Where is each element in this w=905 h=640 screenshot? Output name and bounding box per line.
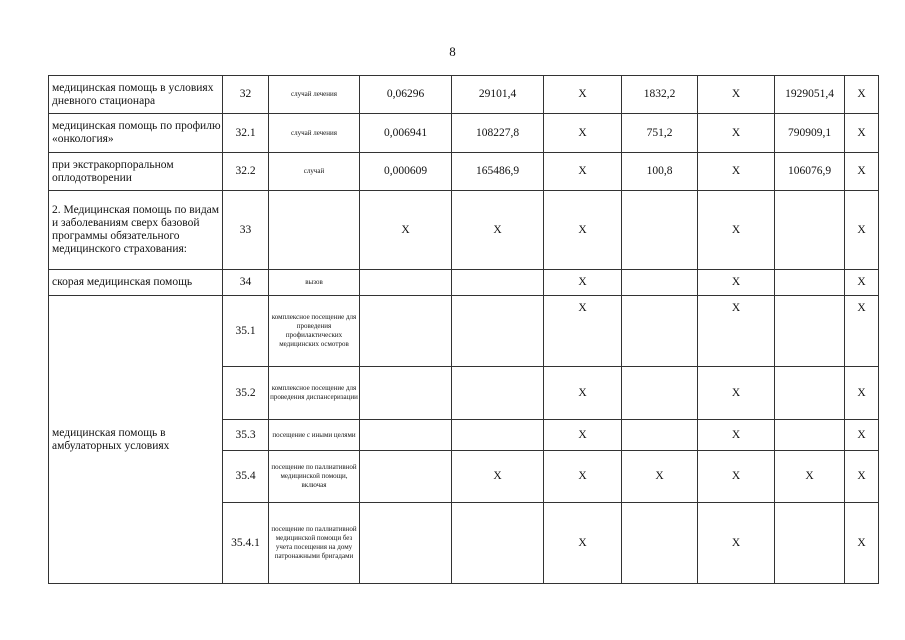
cell: Х bbox=[845, 191, 879, 270]
cell: Х bbox=[544, 114, 622, 153]
row-name: скорая медицинская помощь bbox=[49, 270, 223, 296]
cell: Х bbox=[544, 296, 622, 367]
row-code: 35.2 bbox=[223, 367, 269, 420]
cell: 751,2 bbox=[622, 114, 698, 153]
row-code: 35.1 bbox=[223, 296, 269, 367]
cell: 108227,8 bbox=[452, 114, 544, 153]
table-row bbox=[49, 153, 879, 191]
cell: Х bbox=[698, 153, 775, 191]
cell bbox=[622, 191, 698, 270]
cell: Х bbox=[544, 270, 622, 296]
cell: Х bbox=[544, 191, 622, 270]
cell bbox=[775, 296, 845, 367]
cell: 790909,1 bbox=[775, 114, 845, 153]
cell bbox=[452, 270, 544, 296]
cell: Х bbox=[698, 114, 775, 153]
row-unit: комплексное посещение для проведения диспансеризации bbox=[269, 367, 360, 420]
row-code: 35.4 bbox=[223, 451, 269, 503]
cell: Х bbox=[544, 420, 622, 451]
table-row bbox=[49, 191, 879, 270]
cell: Х bbox=[845, 270, 879, 296]
row-code: 33 bbox=[223, 191, 269, 270]
cell: 100,8 bbox=[622, 153, 698, 191]
row-name: медицинская помощь по профилю «онкология» bbox=[49, 114, 223, 153]
cell: Х bbox=[452, 191, 544, 270]
row-unit: случай bbox=[269, 153, 360, 191]
cell bbox=[622, 420, 698, 451]
table-row bbox=[49, 270, 879, 296]
row-code: 32 bbox=[223, 76, 269, 114]
cell: 165486,9 bbox=[452, 153, 544, 191]
row-code: 32.1 bbox=[223, 114, 269, 153]
row-name: 2. Медицинская помощь по видам и заболеваниям сверх базовой программы обязательного медицинского страхования: bbox=[49, 191, 223, 270]
cell bbox=[622, 367, 698, 420]
cell: Х bbox=[698, 76, 775, 114]
cell: Х bbox=[698, 420, 775, 451]
row-unit: случай лечения bbox=[269, 76, 360, 114]
cell: 1832,2 bbox=[622, 76, 698, 114]
cell: Х bbox=[544, 503, 622, 584]
cell: Х bbox=[452, 451, 544, 503]
cell: Х bbox=[845, 114, 879, 153]
cell: Х bbox=[544, 153, 622, 191]
row-name: медицинская помощь в условиях дневного стационара bbox=[49, 76, 223, 114]
cell: 0,06296 bbox=[360, 76, 452, 114]
group-name: медицинская помощь в амбулаторных условиях bbox=[49, 296, 223, 584]
cell: Х bbox=[845, 153, 879, 191]
row-unit: случай лечения bbox=[269, 114, 360, 153]
cell bbox=[452, 503, 544, 584]
cell: Х bbox=[845, 503, 879, 584]
cell: Х bbox=[845, 367, 879, 420]
row-unit: посещение по паллиативной медицинской помощи, включая bbox=[269, 451, 360, 503]
row-unit: посещение по паллиативной медицинской помощи без учета посещения на дому патронажными бригадами bbox=[269, 503, 360, 584]
cell: Х bbox=[698, 296, 775, 367]
row-unit: комплексное посещение для проведения профилактических медицинских осмотров bbox=[269, 296, 360, 367]
cell: Х bbox=[544, 76, 622, 114]
cell bbox=[360, 296, 452, 367]
cell: 106076,9 bbox=[775, 153, 845, 191]
row-unit: посещение с иными целями bbox=[269, 420, 360, 451]
financing-table bbox=[48, 75, 879, 584]
cell bbox=[622, 296, 698, 367]
cell bbox=[360, 503, 452, 584]
cell: Х bbox=[698, 191, 775, 270]
cell: Х bbox=[544, 367, 622, 420]
cell: Х bbox=[544, 451, 622, 503]
cell: Х bbox=[698, 367, 775, 420]
row-unit: вызов bbox=[269, 270, 360, 296]
cell: 1929051,4 bbox=[775, 76, 845, 114]
cell bbox=[360, 420, 452, 451]
cell: Х bbox=[845, 296, 879, 367]
cell bbox=[452, 296, 544, 367]
page-number: 8 bbox=[449, 44, 456, 59]
table-row bbox=[49, 296, 879, 367]
cell bbox=[360, 451, 452, 503]
cell: Х bbox=[845, 76, 879, 114]
cell bbox=[360, 270, 452, 296]
cell: Х bbox=[845, 451, 879, 503]
cell: Х bbox=[698, 503, 775, 584]
cell: Х bbox=[845, 420, 879, 451]
row-unit bbox=[269, 191, 360, 270]
cell bbox=[775, 503, 845, 584]
cell: 0,006941 bbox=[360, 114, 452, 153]
cell bbox=[452, 367, 544, 420]
cell: Х bbox=[360, 191, 452, 270]
table-row bbox=[49, 114, 879, 153]
cell bbox=[775, 191, 845, 270]
row-code: 35.4.1 bbox=[223, 503, 269, 584]
cell bbox=[775, 420, 845, 451]
cell bbox=[360, 367, 452, 420]
row-code: 32.2 bbox=[223, 153, 269, 191]
row-code: 34 bbox=[223, 270, 269, 296]
cell bbox=[775, 367, 845, 420]
cell: 29101,4 bbox=[452, 76, 544, 114]
cell: 0,000609 bbox=[360, 153, 452, 191]
cell bbox=[622, 503, 698, 584]
cell: Х bbox=[775, 451, 845, 503]
cell bbox=[452, 420, 544, 451]
cell bbox=[622, 270, 698, 296]
table-row bbox=[49, 76, 879, 114]
cell bbox=[775, 270, 845, 296]
cell: Х bbox=[622, 451, 698, 503]
row-code: 35.3 bbox=[223, 420, 269, 451]
cell: Х bbox=[698, 270, 775, 296]
cell: Х bbox=[698, 451, 775, 503]
row-name: при экстракорпоральном оплодотворении bbox=[49, 153, 223, 191]
